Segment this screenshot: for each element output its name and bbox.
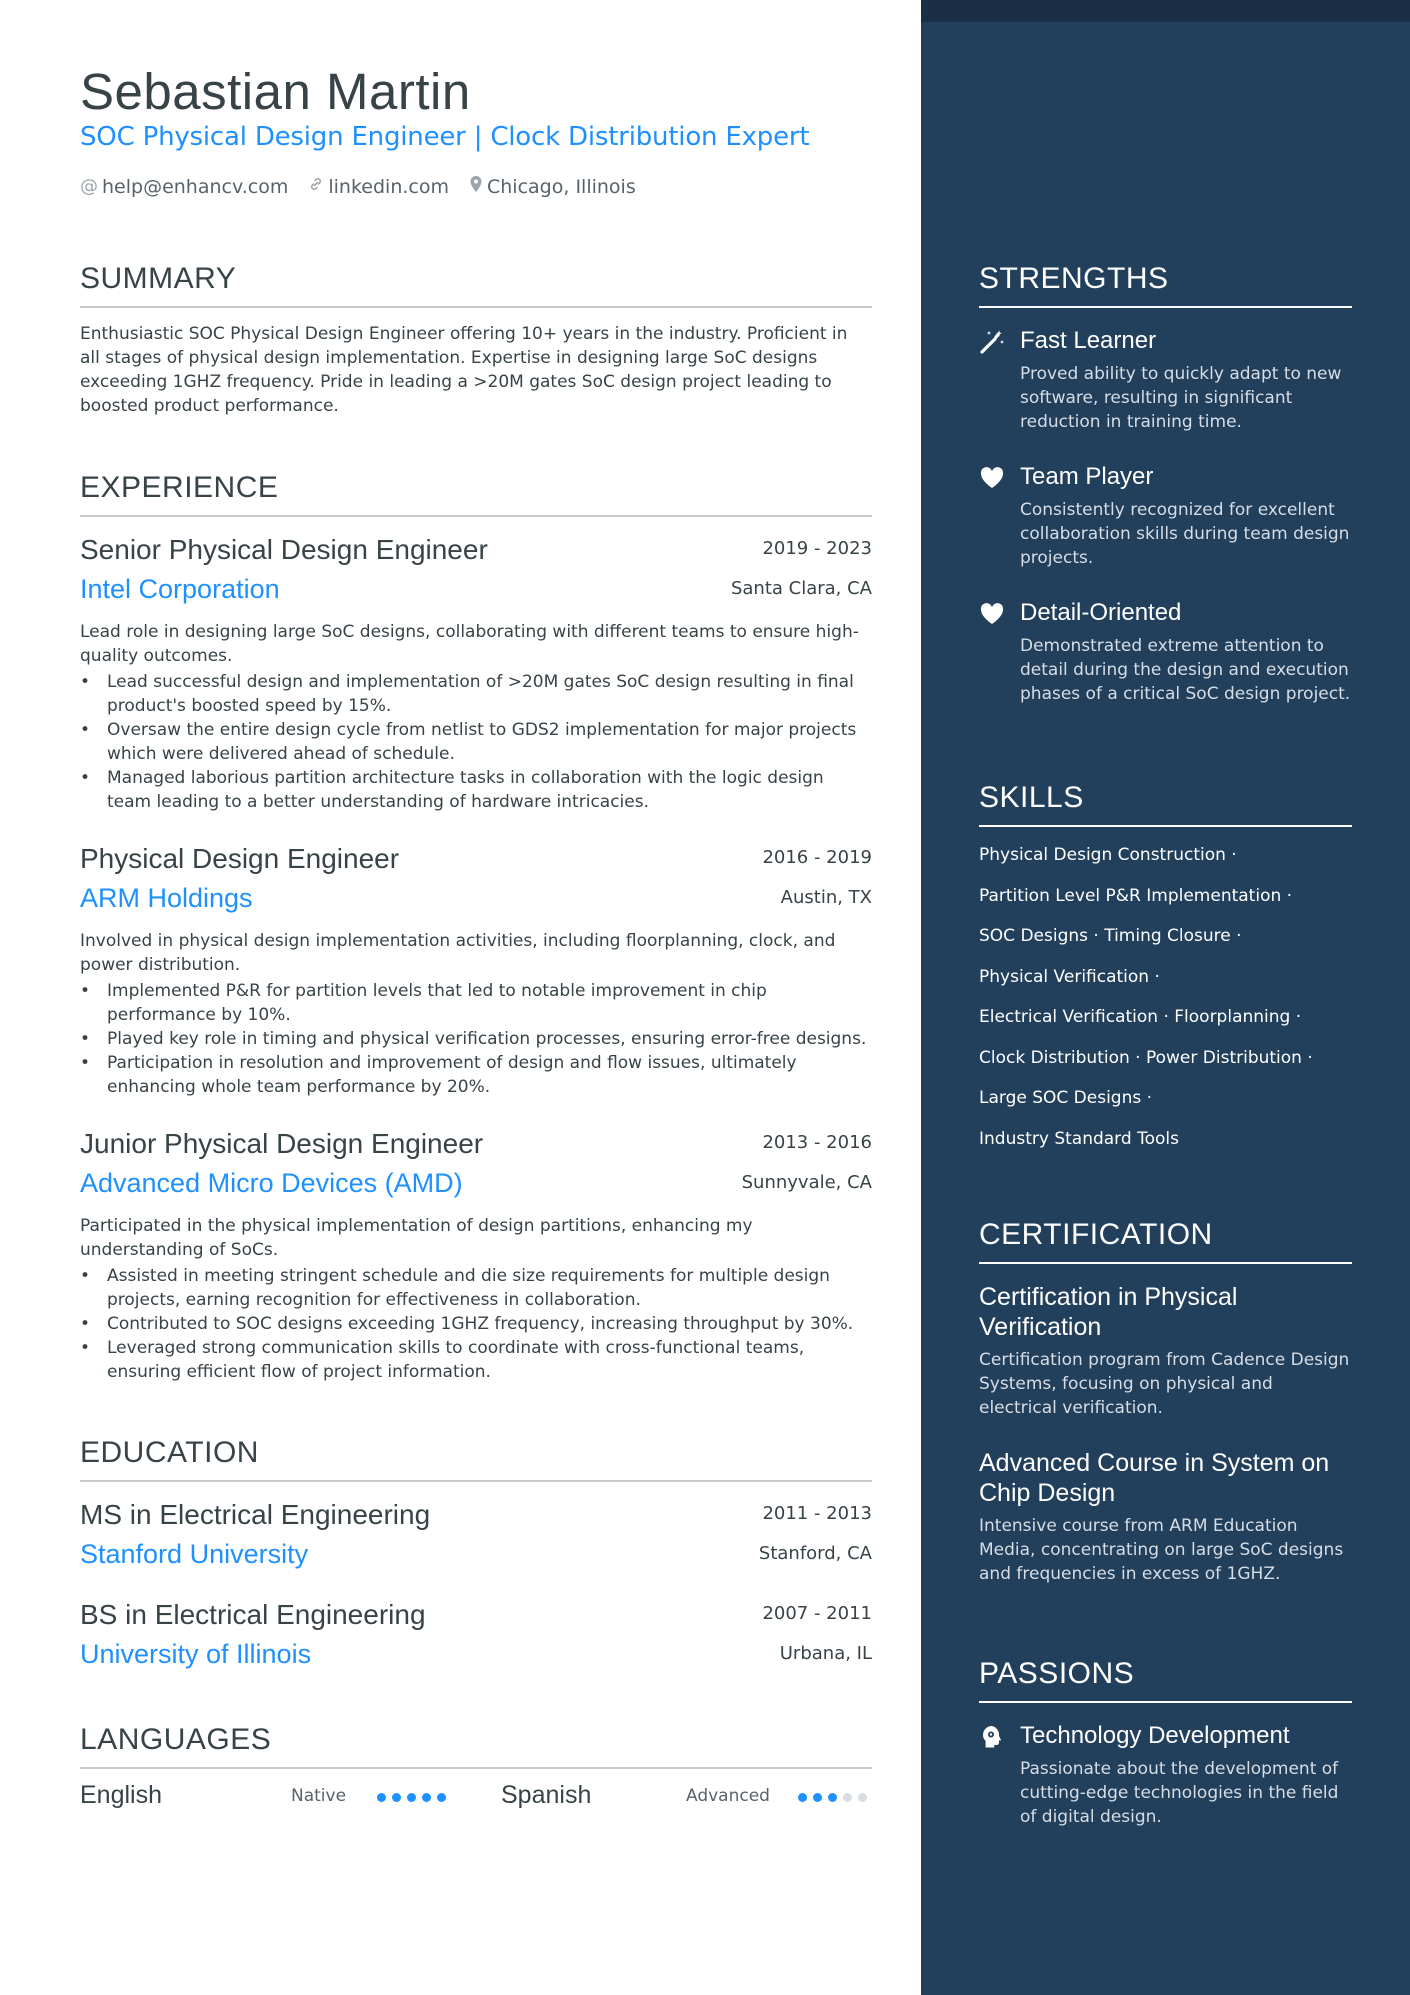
skill-line: Physical Design Construction · bbox=[979, 845, 1237, 865]
rating-dot-filled bbox=[437, 1793, 446, 1802]
skill-line: Clock Distribution · Power Distribution · bbox=[979, 1047, 1313, 1068]
education-dates: 2007 - 2011 bbox=[762, 1603, 872, 1624]
job-title: Junior Physical Design Engineer bbox=[80, 1128, 484, 1159]
skill-line: Partition Level P&R Implementation · bbox=[979, 885, 1293, 906]
magic-wand-icon bbox=[979, 329, 1005, 355]
school-location: Urbana, IL bbox=[779, 1643, 872, 1664]
job-bullet: • Assisted in meeting stringent schedule and die size requirements for multiple design projects, earning recognition for effectiveness in collaboration. bbox=[80, 1264, 872, 1312]
job-bullets bbox=[80, 670, 872, 814]
heart-icon bbox=[979, 601, 1005, 627]
certification-description: Intensive course from ARM Education Media, concentrating on large SoC designs and frequencies in excess of 1GHZ. bbox=[979, 1516, 1344, 1584]
certification-item bbox=[979, 1282, 1352, 1420]
certification-heading: CERTIFICATION bbox=[979, 1218, 1352, 1264]
rating-dot-filled bbox=[798, 1793, 807, 1802]
job-bullet: • Oversaw the entire design cycle from netlist to GDS2 implementation for major projects which were delivered ahead of schedule. bbox=[80, 718, 872, 766]
job-bullet: • Played key role in timing and physical verification processes, ensuring error-free designs. bbox=[80, 1027, 872, 1051]
language-name: English bbox=[80, 1781, 162, 1809]
job-location: Santa Clara, CA bbox=[730, 578, 872, 599]
summary-section bbox=[80, 262, 872, 418]
language-rating bbox=[377, 1793, 446, 1802]
skills-list bbox=[979, 835, 1352, 1159]
strength-title: Detail-Oriented bbox=[1020, 599, 1182, 626]
summary-text: Enthusiastic SOC Physical Design Engineer offering 10+ years in the industry. Proficient in all stages of physical design implementation. Expertise in designing large SoC designs exceeding 1GHZ frequency. Pride in leading a >20M gates SoC design project leading to boosted product performance. bbox=[80, 324, 848, 416]
brain-icon bbox=[979, 1724, 1005, 1750]
school-location: Stanford, CA bbox=[758, 1543, 872, 1564]
contact-email[interactable] bbox=[80, 175, 288, 198]
job-company-row bbox=[80, 1168, 872, 1208]
link-icon bbox=[308, 176, 324, 197]
job-dates: 2019 - 2023 bbox=[762, 538, 872, 559]
rating-dot-empty bbox=[858, 1793, 867, 1802]
strength-description: Demonstrated extreme attention to detail during the design and execution phases of a critical SoC design project. bbox=[1020, 636, 1351, 704]
job-location: Austin, TX bbox=[780, 887, 872, 908]
passion-title: Technology Development bbox=[1020, 1722, 1290, 1749]
job-entry bbox=[80, 843, 872, 1099]
email-text: help@enhancv.com bbox=[102, 175, 289, 198]
education-section bbox=[80, 1436, 872, 1482]
candidate-headline: SOC Physical Design Engineer | Clock Distribution Expert bbox=[80, 122, 810, 152]
rating-dot-filled bbox=[828, 1793, 837, 1802]
job-bullet: • Leveraged strong communication skills to coordinate with cross-functional teams, ensuring efficient flow of project information. bbox=[80, 1336, 872, 1384]
rating-dot-filled bbox=[377, 1793, 386, 1802]
rating-dot-filled bbox=[422, 1793, 431, 1802]
job-company-row bbox=[80, 883, 872, 923]
job-header bbox=[80, 534, 872, 574]
job-title: Senior Physical Design Engineer bbox=[80, 534, 488, 565]
candidate-name: Sebastian Martin bbox=[80, 63, 471, 120]
experience-section bbox=[80, 471, 872, 517]
education-school-row bbox=[80, 1639, 872, 1679]
rating-dot-filled bbox=[407, 1793, 416, 1802]
job-company: ARM Holdings bbox=[80, 883, 253, 913]
language-level: Native bbox=[291, 1786, 347, 1806]
certification-description: Certification program from Cadence Design Systems, focusing on physical and electrical verification. bbox=[979, 1350, 1350, 1418]
strength-title: Team Player bbox=[1020, 463, 1154, 490]
strength-description: Consistently recognized for excellent collaboration skills during team design projects. bbox=[1020, 500, 1350, 568]
at-icon: @ bbox=[80, 176, 98, 197]
job-company: Intel Corporation bbox=[80, 574, 280, 604]
job-description: Involved in physical design implementation activities, including floorplanning, clock, and power distribution. bbox=[80, 931, 836, 975]
job-description: Lead role in designing large SoC designs, collaborating with different teams to ensure high-quality outcomes. bbox=[80, 622, 859, 666]
job-dates: 2013 - 2016 bbox=[762, 1132, 872, 1153]
degree-title: BS in Electrical Engineering bbox=[80, 1599, 426, 1630]
job-location: Sunnyvale, CA bbox=[741, 1172, 872, 1193]
job-bullet: • Participation in resolution and improvement of design and flow issues, ultimately enhancing whole team performance by 20%. bbox=[80, 1051, 872, 1099]
contact-bar bbox=[80, 175, 636, 198]
strength-item bbox=[979, 462, 1352, 570]
job-bullet: • Lead successful design and implementation of >20M gates SoC design resulting in final product's boosted speed by 15%. bbox=[80, 670, 872, 718]
rating-dot-filled bbox=[813, 1793, 822, 1802]
skill-line: Physical Verification · bbox=[979, 966, 1160, 987]
strength-item bbox=[979, 598, 1352, 706]
rating-dot-empty bbox=[843, 1793, 852, 1802]
certification-title: Certification in Physical Verification bbox=[979, 1283, 1238, 1341]
skill-line: SOC Designs · Timing Closure · bbox=[979, 926, 1242, 946]
passion-item bbox=[979, 1721, 1352, 1829]
linkedin-text: linkedin.com bbox=[328, 175, 449, 198]
language-level: Advanced bbox=[686, 1786, 770, 1806]
job-dates: 2016 - 2019 bbox=[762, 847, 872, 868]
skill-line: Electrical Verification · Floorplanning · bbox=[979, 1007, 1302, 1027]
education-school-row bbox=[80, 1539, 872, 1579]
job-bullet: • Contributed to SOC designs exceeding 1GHZ frequency, increasing throughput by 30%. bbox=[80, 1312, 872, 1336]
sidebar bbox=[921, 0, 1410, 1995]
job-title: Physical Design Engineer bbox=[80, 843, 400, 874]
job-bullet: • Managed laborious partition architecture tasks in collaboration with the logic design team leading to a better understanding of hardware intricacies. bbox=[80, 766, 872, 814]
sidebar-top-band bbox=[921, 0, 1410, 22]
heart-icon bbox=[979, 465, 1005, 491]
job-entry bbox=[80, 534, 872, 814]
strengths-section bbox=[979, 262, 1352, 706]
education-entry bbox=[80, 1499, 872, 1579]
languages-row bbox=[80, 1777, 872, 1817]
experience-heading: EXPERIENCE bbox=[80, 471, 872, 517]
school-name: Stanford University bbox=[80, 1539, 309, 1569]
job-company-row bbox=[80, 574, 872, 614]
skills-section bbox=[979, 781, 1352, 1159]
language-name: Spanish bbox=[501, 1781, 592, 1809]
education-header bbox=[80, 1499, 872, 1539]
strength-description: Proved ability to quickly adapt to new software, resulting in significant reduction in training time. bbox=[1020, 364, 1342, 432]
strength-item bbox=[979, 326, 1352, 434]
passion-description: Passionate about the development of cutting-edge technologies in the field of digital design. bbox=[1020, 1759, 1339, 1827]
skill-line: Large SOC Designs · bbox=[979, 1088, 1153, 1108]
job-bullets bbox=[80, 1264, 872, 1384]
certification-section bbox=[979, 1218, 1352, 1586]
education-entry bbox=[80, 1599, 872, 1679]
job-description: Participated in the physical implementation of design partitions, enhancing my understanding of SoCs. bbox=[80, 1216, 753, 1260]
contact-location bbox=[469, 175, 636, 198]
job-entry bbox=[80, 1128, 872, 1384]
location-pin-icon bbox=[469, 175, 483, 198]
language-rating bbox=[798, 1793, 867, 1802]
strengths-heading: STRENGTHS bbox=[979, 262, 1352, 308]
certification-title: Advanced Course in System on Chip Design bbox=[979, 1449, 1330, 1507]
degree-title: MS in Electrical Engineering bbox=[80, 1499, 431, 1530]
job-bullet: • Implemented P&R for partition levels that led to notable improvement in chip performance by 10%. bbox=[80, 979, 872, 1027]
strength-title: Fast Learner bbox=[1020, 327, 1157, 354]
certification-item bbox=[979, 1448, 1352, 1586]
passions-section bbox=[979, 1657, 1352, 1829]
school-name: University of Illinois bbox=[80, 1639, 312, 1669]
skills-heading: SKILLS bbox=[979, 781, 1352, 827]
languages-heading: LANGUAGES bbox=[80, 1723, 872, 1769]
contact-linkedin[interactable] bbox=[308, 175, 449, 198]
location-text: Chicago, Illinois bbox=[487, 175, 636, 198]
rating-dot-filled bbox=[392, 1793, 401, 1802]
skill-line: Industry Standard Tools bbox=[979, 1128, 1179, 1149]
languages-section bbox=[80, 1723, 872, 1809]
education-dates: 2011 - 2013 bbox=[762, 1503, 872, 1524]
job-company: Advanced Micro Devices (AMD) bbox=[80, 1168, 463, 1198]
job-header bbox=[80, 1128, 872, 1168]
summary-heading: SUMMARY bbox=[80, 262, 872, 308]
job-header bbox=[80, 843, 872, 883]
education-heading: EDUCATION bbox=[80, 1436, 872, 1482]
education-header bbox=[80, 1599, 872, 1639]
passions-heading: PASSIONS bbox=[979, 1657, 1352, 1703]
job-bullets bbox=[80, 979, 872, 1099]
